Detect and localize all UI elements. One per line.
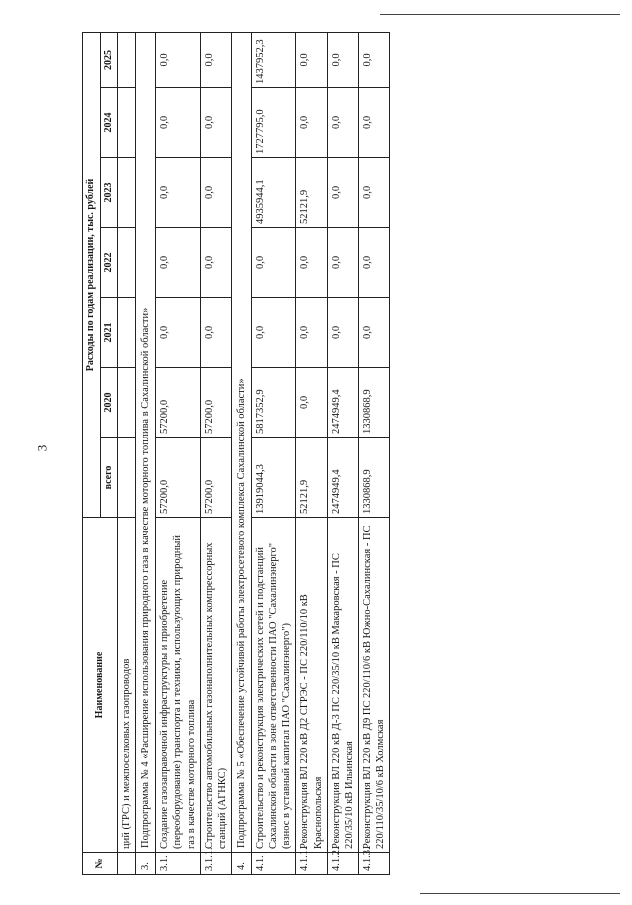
header-name: Наименование (83, 517, 118, 852)
cell-value: 5817352,9 (252, 367, 296, 437)
cell-value: 0,0 (327, 87, 358, 157)
cell-value: 0,0 (200, 32, 231, 87)
cell-value: 52121,9 (296, 437, 327, 517)
cell-name: ций (ГРС) и межпоселковых газопроводов (118, 517, 136, 852)
scan-mark-bottom (420, 893, 620, 894)
cell-value: 0,0 (200, 157, 231, 227)
cell-value: 0,0 (296, 297, 327, 367)
header-year: 2025 (100, 32, 118, 87)
cell-value: 0,0 (296, 227, 327, 297)
cell-no: 3. (136, 853, 156, 875)
cell-no: 3.1. (156, 853, 200, 875)
table-row (200, 32, 231, 874)
cell-value: 1330868,9 (358, 437, 389, 517)
cell-no (118, 853, 136, 875)
cell-no: 3.1.1. (200, 853, 231, 875)
cell-no: 4.1.3. (358, 853, 389, 875)
cell-name: Создание газозаправочной инфраструктуры и приобретение (переоборудование) транспорта и техники, использующих природный газ в качестве моторного топлива (156, 517, 200, 852)
header-year: 2020 (100, 367, 118, 437)
subprogram-title: Подпрограмма № 4 «Расширение использования природного газа в качестве моторного топлива в Сахалинской области» (136, 32, 156, 852)
cell-value: 57200,0 (200, 367, 231, 437)
header-no: № (83, 853, 118, 875)
expenses-table (82, 32, 390, 875)
rotated-table-container (82, 39, 527, 875)
page-number: 3 (34, 444, 50, 452)
cell-value: 0,0 (327, 32, 358, 87)
cell-value: 0,0 (156, 297, 200, 367)
cell-name: Реконструкция ВЛ 220 кВ Д-3 ПС 220/35/10 кВ Макаровская - ПС 220/35/10 кВ Ильинская (327, 517, 358, 852)
table-row (327, 32, 358, 874)
cell-no: 4.1.1. (296, 853, 327, 875)
cell-value: 57200,0 (156, 367, 200, 437)
cell-no: 4.1. (252, 853, 296, 875)
table-row (358, 32, 389, 874)
cell-value: 0,0 (358, 157, 389, 227)
header-year: 2023 (100, 157, 118, 227)
cell-value: 57200,0 (200, 437, 231, 517)
cell-value: 13919044,3 (252, 437, 296, 517)
cell-value: 0,0 (296, 32, 327, 87)
header-year: 2021 (100, 297, 118, 367)
cell-value: 2474949,4 (327, 367, 358, 437)
cell-value: 0,0 (156, 32, 200, 87)
cell-value: 0,0 (252, 297, 296, 367)
cell-name: Строительство и реконструкция электрических сетей и подстанций Сахалинской области в зоне ответственности ПАО "Сахалинэнерго" (взнос в уставный капитал ПАО "Сахалинэнерго") (252, 517, 296, 852)
cell-name: Реконструкция ВЛ 220 кВ Д2 СГРЭС - ПС 220/110/10 кВ Краснопольская (296, 517, 327, 852)
cell-no: 4.1.2. (327, 853, 358, 875)
header-year: 2024 (100, 87, 118, 157)
subprogram-row (136, 32, 156, 874)
cell-value: 0,0 (327, 297, 358, 367)
cell-value: 0,0 (200, 227, 231, 297)
table-row (156, 32, 200, 874)
cell-value: 52121,9 (296, 157, 327, 227)
table-row (296, 32, 327, 874)
cell-value: 0,0 (358, 87, 389, 157)
cell-value: 2474949,4 (327, 437, 358, 517)
cell-value: 0,0 (156, 87, 200, 157)
cell-no: 4. (231, 853, 251, 875)
cell-value: 0,0 (296, 87, 327, 157)
header-expenses: Расходы по годам реализации, тыс. рублей (83, 32, 101, 517)
table-row (252, 32, 296, 874)
cell-value: 0,0 (156, 157, 200, 227)
cell-name: Строительство автомобильных газонаполнительных компрессорных станций (АГНКС) (200, 517, 231, 852)
header-year: 2022 (100, 227, 118, 297)
scan-mark-top (380, 14, 620, 15)
cell-value: 0,0 (327, 227, 358, 297)
cell-value: 1437952,3 (252, 32, 296, 87)
subprogram-row (231, 32, 251, 874)
cell-value: 0,0 (200, 87, 231, 157)
cell-value: 0,0 (327, 157, 358, 227)
cell-value: 57200,0 (156, 437, 200, 517)
cell-value: 0,0 (156, 227, 200, 297)
cell-name: Реконструкция ВЛ 220 кВ Д9 ПС 220/110/6 кВ Южно-Сахалинская - ПС 220/110/35/10/6 кВ Холмская (358, 517, 389, 852)
header-year: всего (100, 437, 118, 517)
cell-value: 0,0 (200, 297, 231, 367)
table-row-continuation (118, 32, 136, 874)
cell-value: 0,0 (358, 227, 389, 297)
cell-value: 1330868,9 (358, 367, 389, 437)
cell-value: 4935944,1 (252, 157, 296, 227)
cell-value: 0,0 (358, 297, 389, 367)
subprogram-title: Подпрограмма № 5 «Обеспечение устойчивой работы электросетевого комплекса Сахалинской области» (231, 32, 251, 852)
cell-value: 0,0 (252, 227, 296, 297)
cell-value: 0,0 (296, 367, 327, 437)
cell-value: 1727795,0 (252, 87, 296, 157)
cell-value: 0,0 (358, 32, 389, 87)
